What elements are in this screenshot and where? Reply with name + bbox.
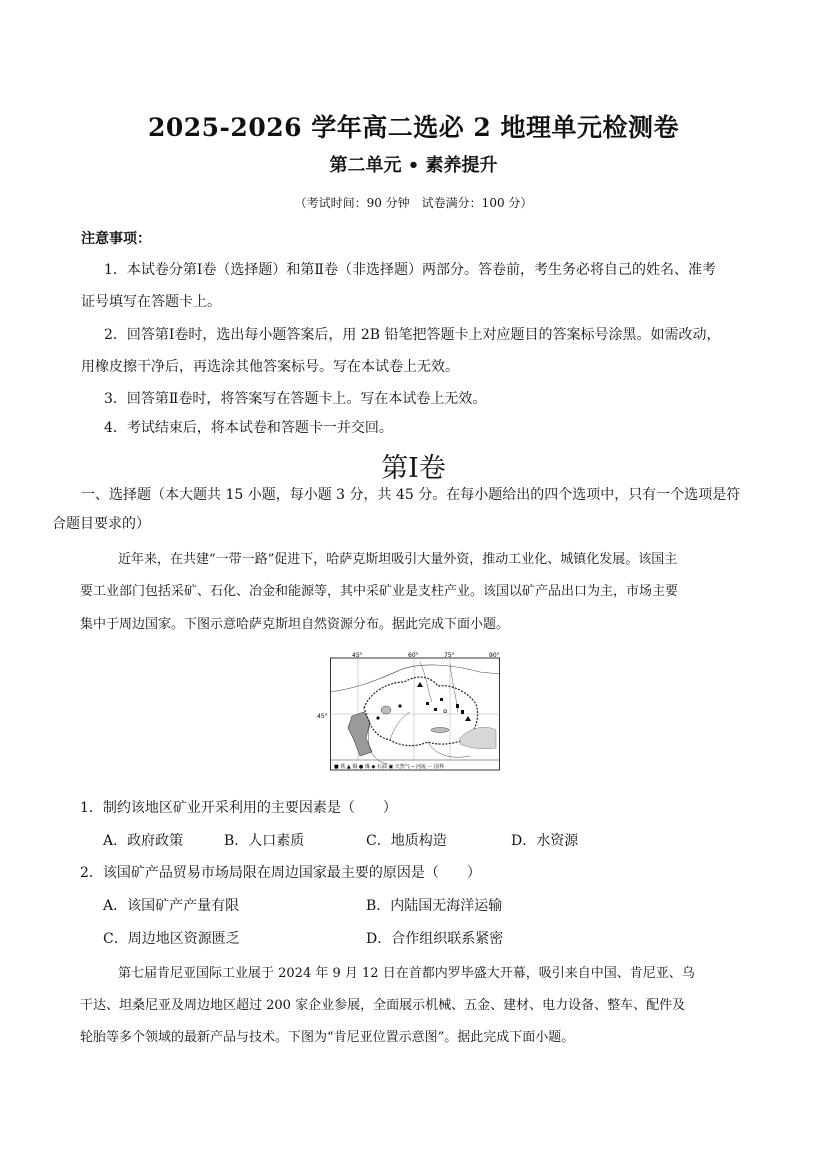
passage-1-line-2: 要工业部门包括采矿、石化、冶金和能源等，其中采矿业是支柱产业。该国以矿产品出口为主，市场主要 bbox=[80, 584, 679, 599]
map-legend: ■ 铁 ▲ 铜 ● 煤 ◆ 石油 ▣ 天然气 ─ 河流 ··· 国界 bbox=[334, 764, 444, 770]
coal-deposit bbox=[456, 704, 459, 708]
section-title: 第Ⅰ卷 bbox=[381, 453, 446, 484]
notice-heading: 注意事项： bbox=[81, 231, 151, 247]
exam-subtitle: 第二单元 • 素养提升 bbox=[329, 155, 498, 176]
question-2-option-c: C．周边地区资源匮乏 bbox=[103, 931, 240, 947]
notice-item-1-line-1: 1．本试卷分第Ⅰ卷（选择题）和第Ⅱ卷（非选择题）两部分。答卷前，考生务必将自己的姓名、准考 bbox=[104, 262, 716, 278]
notice-item-2-line-2: 用橡皮擦干净后，再选涂其他答案标号。写在本试卷上无效。 bbox=[81, 359, 459, 375]
coal-deposit bbox=[461, 710, 464, 714]
question-2-option-a: A．该国矿产产量有限 bbox=[103, 898, 240, 914]
exam-title: 2025-2026 学年高二选必 2 地理单元检测卷 bbox=[147, 113, 680, 142]
question-2-option-b: B．内陆国无海洋运输 bbox=[366, 898, 503, 914]
notice-item-3: 3．回答第Ⅱ卷时，将答案写在答题卡上。写在本试卷上无效。 bbox=[104, 391, 487, 407]
question-1-option-c: C．地质构造 bbox=[366, 833, 447, 849]
aral-sea bbox=[381, 706, 391, 714]
lon-label-75: 75° bbox=[444, 652, 455, 659]
oil-deposit bbox=[398, 704, 401, 707]
section-instructions-line-1: 一、选择题（本大题共 15 小题，每小题 3 分，共 45 分。在每小题给出的四个选项中，只有一个选项是符 bbox=[81, 487, 741, 503]
lat-label-45: 45° bbox=[317, 713, 328, 720]
lon-label-45: 45° bbox=[352, 652, 363, 659]
exam-info: （考试时间：90 分钟 试卷满分：100 分） bbox=[294, 196, 533, 210]
passage-2-line-3: 轮胎等多个领域的最新产品与技术。下图为“肯尼亚位置示意图”。据此完成下面小题。 bbox=[80, 1030, 575, 1045]
iron-deposit bbox=[440, 698, 443, 701]
oil-deposit bbox=[376, 716, 379, 719]
passage-1-line-3: 集中于周边国家。下图示意哈萨克斯坦自然资源分布。据此完成下面小题。 bbox=[80, 617, 510, 632]
kazakhstan-resource-map bbox=[317, 652, 500, 780]
iron-deposit bbox=[426, 702, 429, 705]
passage-2-line-2: 干达、坦桑尼亚及周边地区超过 200 家企业参展，全面展示机械、五金、建材、电力设备、整车、配件及 bbox=[80, 998, 686, 1013]
iron-deposit bbox=[434, 708, 437, 711]
lon-label-90: 90° bbox=[489, 652, 500, 659]
notice-item-2-line-1: 2．回答第Ⅰ卷时，选出每小题答案后，用 2B 铅笔把答题卡上对应题目的答案标号涂黑。如需改动， bbox=[104, 327, 721, 343]
question-1-option-a: A．政府政策 bbox=[103, 833, 184, 849]
question-2-option-d: D．合作组织联系紧密 bbox=[366, 931, 504, 947]
passage-1-line-1: 近年来，在共建“一带一路”促进下，哈萨克斯坦吸引大量外资，推动工业化、城镇化发展。该国主 bbox=[118, 552, 678, 567]
question-2-stem: 2．该国矿产品贸易市场局限在周边国家最主要的原因是（ ） bbox=[80, 865, 481, 881]
section-instructions-line-2: 合题目要求的） bbox=[52, 516, 150, 532]
balkhash-lake bbox=[431, 728, 449, 733]
question-1-stem: 1．制约该地区矿业开采利用的主要因素是（ ） bbox=[80, 800, 397, 816]
notice-item-4: 4．考试结束后，将本试卷和答题卡一并交回。 bbox=[104, 420, 393, 436]
question-1-option-b: B．人口素质 bbox=[224, 833, 305, 849]
map-graphic bbox=[317, 652, 500, 780]
question-1-option-d: D．水资源 bbox=[511, 833, 579, 849]
passage-2-line-1: 第七届肯尼亚国际工业展于 2024 年 9 月 12 日在首都内罗毕盛大开幕，吸引来自中国、肯尼亚、乌 bbox=[118, 966, 695, 981]
notice-item-1-line-2: 证号填写在答题卡上。 bbox=[81, 294, 221, 310]
lon-label-60: 60° bbox=[408, 652, 419, 659]
